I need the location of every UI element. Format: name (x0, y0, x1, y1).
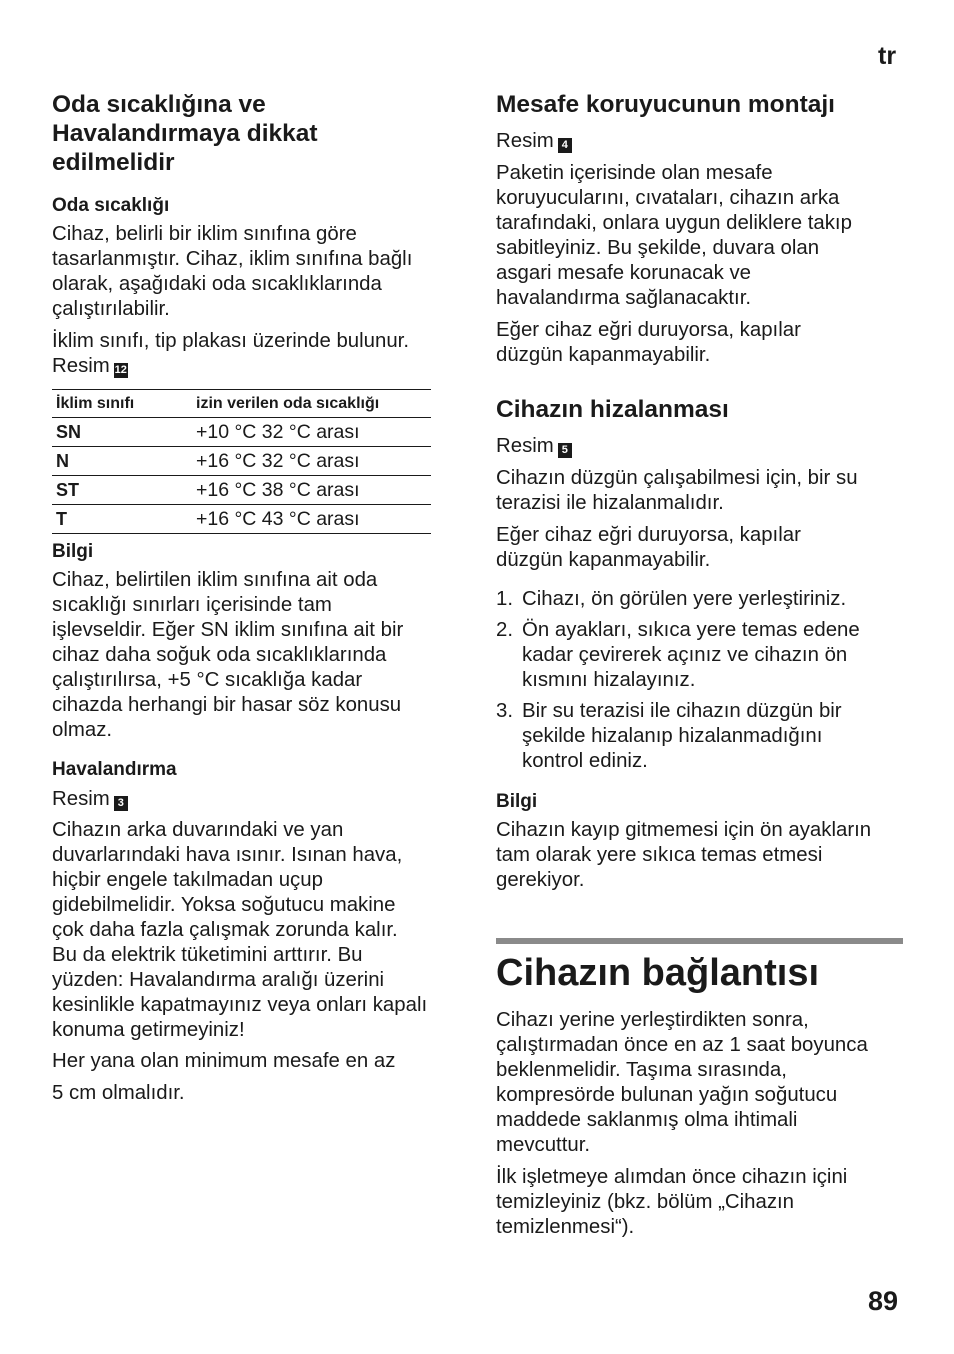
text-line: maddede saklanmış olma ihtimali (496, 1109, 798, 1131)
info-subheading: Bilgi (52, 541, 94, 562)
step-number: 1. (496, 588, 514, 610)
temperature-range-cell: +16 °C 32 °C arası (192, 447, 431, 476)
text-line: hiçbir engele takılmadan uçup (52, 869, 323, 891)
text-line: gerekiyor. (496, 869, 585, 891)
climate-class-cell: T (52, 505, 192, 534)
page-number: 89 (868, 1286, 899, 1316)
text-line: Cihaz, belirli bir iklim sınıfına göre (52, 223, 357, 245)
text-line: olarak, aşağıdaki oda sıcaklıklarında (52, 273, 382, 295)
alignment-info-subheading: Bilgi (496, 791, 538, 812)
figure-ref-badge: 5 (558, 443, 572, 458)
text-line: terazisi ile hizalanmalıdır. (496, 492, 724, 514)
text-line: çok daha fazla çalışmak zorunda kalır. (52, 919, 398, 941)
table-row (52, 476, 431, 505)
text-line: Ön ayakları, sıkıca yere temas edene (522, 619, 860, 641)
spacer-figure-ref (496, 129, 904, 154)
heading-line: edilmelidir (52, 149, 175, 176)
text-line: düzgün kapanmayabilir. (496, 344, 711, 366)
language-code: tr (878, 42, 897, 70)
text-line: kompresörde bulunan yağın soğutucu (496, 1084, 838, 1106)
figure-ref-label: Resim (52, 355, 110, 377)
alignment-figure-ref (496, 434, 904, 459)
text-line: temizlenmesi“). (496, 1216, 635, 1238)
text-line: Bir su terazisi ile cihazın düzgün bir (522, 700, 842, 722)
text-line: şekilde hizalanıp hizalanmadığını (522, 725, 823, 747)
alignment-steps-list (496, 587, 904, 774)
figure-ref-badge: 4 (558, 138, 572, 153)
figure-ref-badge: 12 (114, 364, 127, 376)
text-line: çalıştırmadan önce en az 1 saat boyunca (496, 1034, 868, 1056)
table-row (52, 505, 431, 534)
text-line: düzgün kapanmayabilir. (496, 549, 711, 571)
figure-ref-label: Resim (496, 435, 554, 457)
spacer-paragraph (496, 161, 904, 311)
text-line: Eğer cihaz eğri duruyorsa, kapılar (496, 319, 801, 341)
room-temp-subheading: Oda sıcaklığı (52, 195, 170, 216)
heading-line: Havalandırmaya dikkat (52, 120, 318, 147)
connection-paragraph (496, 1008, 904, 1158)
text-line: tam olarak yere sıkıca temas etmesi (496, 844, 823, 866)
heading-line: Oda sıcaklığına ve (52, 91, 266, 118)
text-line: Eğer cihaz eğri duruyorsa, kapılar (496, 524, 801, 546)
figure-ref-label: Resim (52, 788, 110, 810)
step-number: 2. (496, 619, 514, 641)
column-header-temperature: izin verilen oda sıcaklığı (192, 390, 431, 418)
column-header-class: İklim sınıfı (52, 390, 192, 418)
text-line: gidebilmelidir. Yoksa soğutucu makine (52, 894, 396, 916)
text-line: Cihazın arka duvarındaki ve yan (52, 819, 344, 841)
text-line: asgari mesafe korunacak ve (496, 262, 752, 284)
cleaning-paragraph (496, 1165, 904, 1240)
figure-ref-label: Resim (496, 130, 554, 152)
figure-ref-badge: 3 (114, 796, 128, 811)
info-paragraph (52, 568, 454, 743)
temperature-range-cell: +16 °C 38 °C arası (192, 476, 431, 505)
text-line: mevcuttur. (496, 1134, 591, 1156)
text-line: kontrol ediniz. (522, 750, 648, 772)
text-line: kısmını hizalayınız. (522, 669, 696, 691)
text-line: cihaz daha soğuk oda sıcaklıklarında (52, 644, 387, 666)
text-line: duvarlarındaki hava ısınır. Isınan hava, (52, 844, 403, 866)
list-item (496, 618, 904, 693)
text-line: Cihazın kayıp gitmemesi için ön ayakların (496, 819, 872, 841)
step-number: 3. (496, 700, 514, 722)
text-line: çalıştırılırsa, +5 °C sıcaklığa kadar (52, 669, 363, 691)
text-line: tasarlanmıştır. Cihaz, iklim sınıfına bağlı (52, 248, 413, 270)
ventilation-paragraph (52, 818, 454, 1043)
alignment-paragraph (496, 466, 904, 516)
climate-class-cell: N (52, 447, 192, 476)
climate-class-cell: SN (52, 418, 192, 447)
list-item (496, 699, 904, 774)
ventilation-figure-ref (52, 787, 454, 812)
text-line: sabitleyiniz. Bu şekilde, duvara olan (496, 237, 820, 259)
table-row (52, 447, 431, 476)
text-line: kesinlikle kapatmayınız veya onları kapalı (52, 994, 428, 1016)
type-plate-paragraph (52, 329, 454, 379)
alignment-info-paragraph (496, 818, 904, 893)
climate-class-cell: ST (52, 476, 192, 505)
min-distance-line: Her yana olan minimum mesafe en az (52, 1050, 396, 1072)
text-line: koruyucularını, cıvataları, cihazın arka (496, 187, 840, 209)
table-header-row (52, 390, 431, 418)
text-line: tarafındaki, onlara uygun deliklere takıp (496, 212, 852, 234)
text-line: Bu da elektrik tüketimini arttırır. Bu (52, 944, 363, 966)
text-line: temizleyiniz (bkz. bölüm „Cihazın (496, 1191, 795, 1213)
temperature-range-cell: +16 °C 43 °C arası (192, 505, 431, 534)
spacer-note-paragraph (496, 318, 904, 368)
climate-class-table (52, 389, 431, 534)
room-temp-ventilation-heading (52, 90, 454, 177)
text-line: beklenmelidir. Taşıma sırasında, (496, 1059, 787, 1081)
text-line: yüzden: Havalandırma aralığı üzerini (52, 969, 385, 991)
text-line: sıcaklığı sınırları içerisinde tam (52, 594, 332, 616)
text-line: Paketin içerisinde olan mesafe (496, 162, 773, 184)
text-line: Cihazın düzgün çalışabilmesi için, bir su (496, 467, 858, 489)
min-distance-line: 5 cm olmalıdır. (52, 1082, 185, 1104)
room-temp-paragraph (52, 222, 454, 322)
temperature-range-cell: +10 °C 32 °C arası (192, 418, 431, 447)
text-line: cihazda herhangi bir hasar söz konusu (52, 694, 402, 716)
text-line: konuma getirmeyiniz! (52, 1019, 245, 1041)
text-line: havalandırma sağlanacaktır. (496, 287, 752, 309)
table-row (52, 418, 431, 447)
text-line: işlevseldir. Eğer SN iklim sınıfına ait bir (52, 619, 404, 641)
text-line: İklim sınıfı, tip plakası üzerinde bulunur. (52, 330, 410, 352)
text-line: Cihazı yerine yerleştirdikten sonra, (496, 1009, 809, 1031)
text-line: çalıştırılabilir. (52, 298, 170, 320)
text-line: Cihazı, ön görülen yere yerleştiriniz. (522, 588, 847, 610)
text-line: olmaz. (52, 719, 113, 741)
connection-heading: Cihazın bağlantısı (496, 952, 820, 994)
text-line: İlk işletmeye alımdan önce cihazın içini (496, 1166, 848, 1188)
text-line: kadar çevirerek açınız ve cihazın ön (522, 644, 848, 666)
alignment-note-paragraph (496, 523, 904, 573)
text-line: Cihaz, belirtilen iklim sınıfına ait oda (52, 569, 378, 591)
spacer-mounting-heading: Mesafe koruyucunun montajı (496, 91, 835, 118)
section-divider (496, 938, 903, 944)
list-item (496, 587, 904, 612)
ventilation-subheading: Havalandırma (52, 759, 177, 780)
alignment-heading: Cihazın hizalanması (496, 396, 729, 423)
